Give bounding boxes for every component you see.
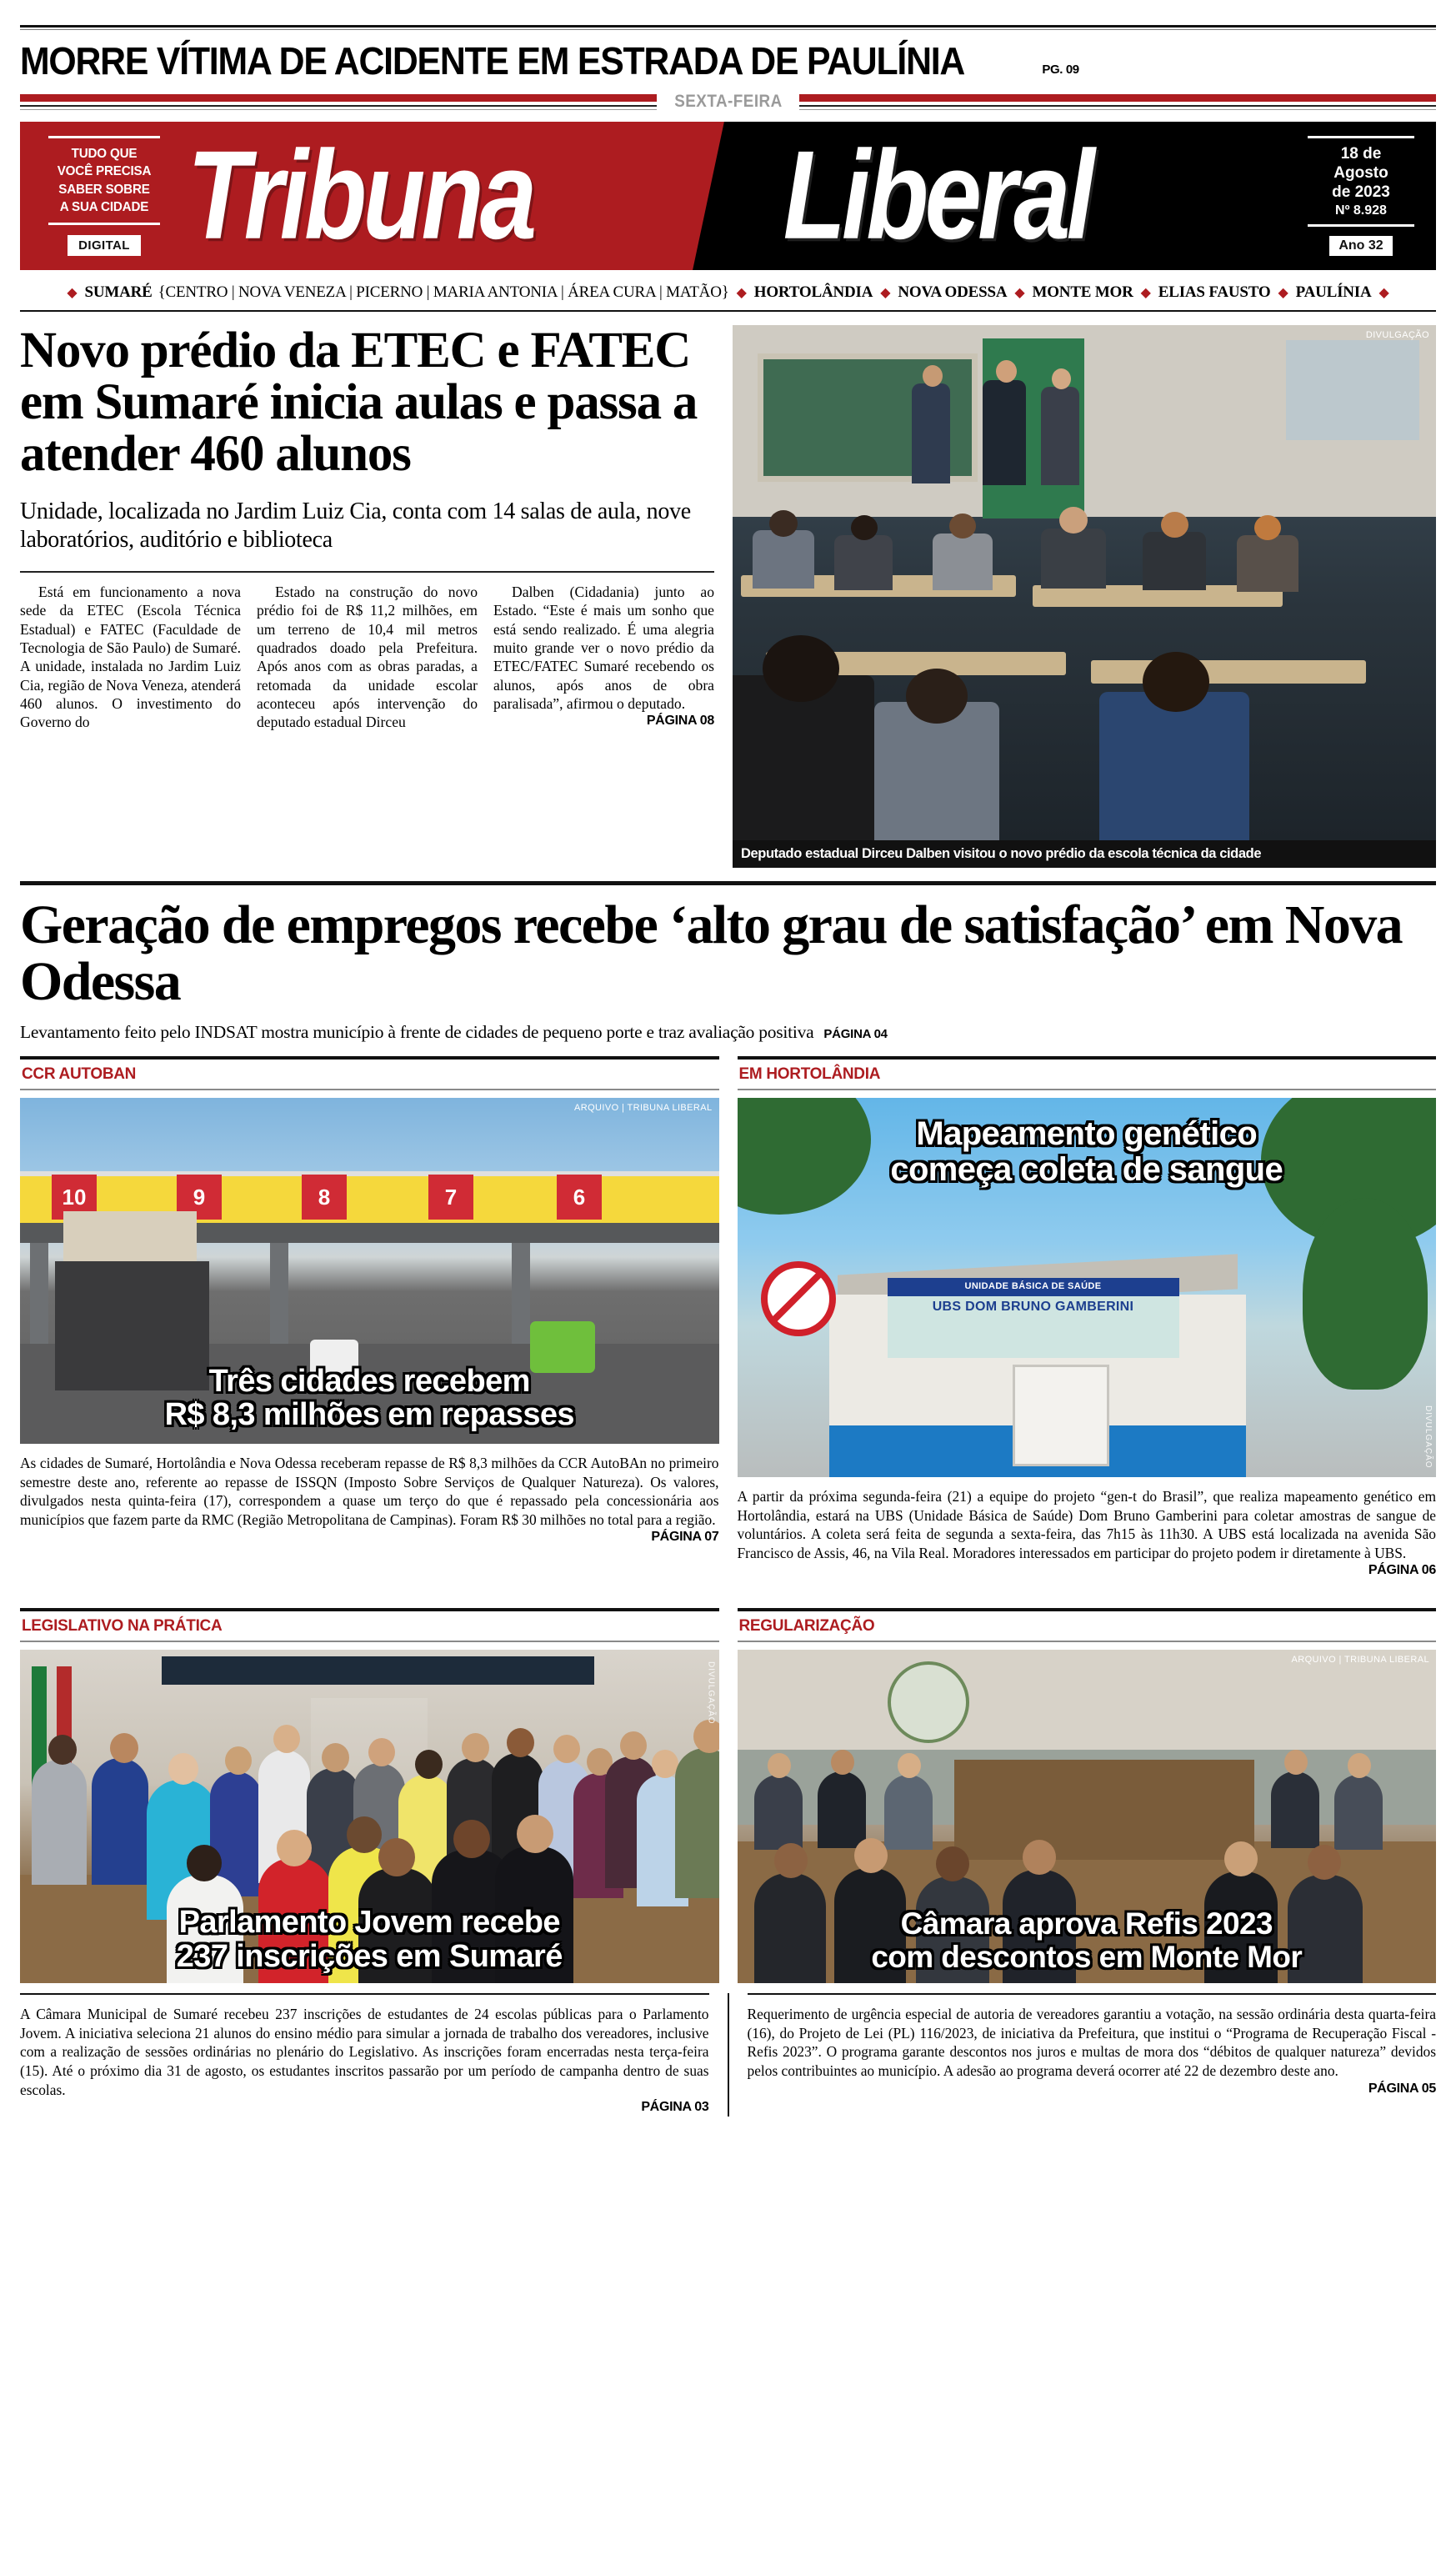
lead-subhead: Unidade, localizada no Jardim Luiz Cia, conta com 14 salas de aula, nove laboratórios, auditório e biblioteca <box>20 498 691 553</box>
module-page-ref-legislativo[interactable]: PÁGINA 03 <box>641 2100 709 2115</box>
module-overlay-regularizacao <box>738 1907 1437 1973</box>
city-nav-detail-sumare: {CENTRO | NOVA VENEZA | PICERNO | MARIA ANTONIA | ÁREA CURA | MATÃO} <box>158 283 729 301</box>
city-nav-item-hortolandia[interactable]: HORTOLÂNDIA <box>753 283 873 301</box>
ubs-sign <box>888 1278 1179 1358</box>
module-regularizacao <box>738 1595 1437 1983</box>
lead-column-1 <box>20 583 241 732</box>
issue-date-line-2: Agosto <box>1333 163 1388 182</box>
masthead <box>20 122 1436 270</box>
city-nav-rule <box>20 310 1436 312</box>
diamond-icon-0: ◆ <box>67 286 78 300</box>
top-banner <box>20 25 1436 112</box>
module-kicker-legislativo: LEGISLATIVO NA PRÁTICA <box>22 1617 223 1636</box>
module-overlay-hort-line2: começa coleta de sangue <box>890 1150 1283 1188</box>
masthead-black-panel <box>730 122 1436 270</box>
masthead-slogan <box>42 136 167 255</box>
module-legislativo <box>20 1595 719 1983</box>
weekday-bars-left <box>20 94 657 110</box>
diamond-icon-1: ◆ <box>736 286 747 300</box>
module-body-text-ccr: As cidades de Sumaré, Hortolândia e Nova Odessa receberam repasse de R$ 8,3 milhões da CCR AutoBAn no primeiro semestre deste ano, referente ao repasse de ISSQN (Imposto Sobre Serviços de Qualquer Natureza). Os valores, divulgados nesta quinta-feira (17), correspondem a quase um terço do que é repassado pela concessionária aos municípios que fazem parte da RMC (Região Metropolitana de Campinas). Foram R$ 30 milhões no total para a região. <box>20 1454 719 1528</box>
lead-photo-credit: DIVULGAÇÃO <box>1365 330 1429 340</box>
module-kicker-hortolandia: EM HORTOLÂNDIA <box>738 1065 881 1083</box>
no-stopping-sign-icon <box>761 1261 836 1336</box>
lead-photo-block <box>733 325 1436 868</box>
module-overlay-hortolandia <box>738 1116 1437 1188</box>
lead-headline[interactable]: Novo prédio da ETEC e FATEC em Sumaré inicia aulas e passa a atender 460 alunos <box>20 323 698 483</box>
city-nav-item-elias-fausto[interactable]: ELIAS FAUSTO <box>1158 283 1271 301</box>
top-teaser-page-ref: PG. 09 <box>1042 63 1079 77</box>
second-story-rule <box>20 881 1436 885</box>
module-photo-credit-legislativo: DIVULGAÇÃO <box>706 1661 716 1725</box>
module-kicker-ccr: CCR AUTOBAN <box>22 1065 137 1083</box>
module-overlay-reg-line2: com descontos em Monte Mor <box>871 1939 1303 1974</box>
module-photo-credit-regularizacao: ARQUIVO | TRIBUNA LIBERAL <box>1291 1655 1429 1666</box>
lead-body-columns <box>20 583 714 732</box>
module-overlay-leg-line1: Parlamento Jovem recebe <box>178 1904 560 1940</box>
city-nav-item-monte-mor[interactable]: MONTE MOR <box>1032 283 1133 301</box>
top-rule-thick <box>20 25 1436 28</box>
module-photo-credit-ccr: ARQUIVO | TRIBUNA LIBERAL <box>574 1102 713 1113</box>
toll-lane-10: 10 <box>52 1175 97 1220</box>
module-photo-credit-hortolandia: DIVULGAÇÃO <box>1423 1405 1433 1469</box>
module-overlay-leg-line2: 237 inscrições em Sumaré <box>176 1938 563 1974</box>
masthead-wordmark-liberal[interactable]: Liberal <box>783 125 1091 266</box>
issue-date-line-1: 18 de <box>1340 144 1382 163</box>
module-body-text-legislativo: A Câmara Municipal de Sumaré recebeu 237 inscrições de estudantes de 24 escolas públicas para o Parlamento Jovem. A iniciativa seleciona 21 alunos do ensino médio para simular a jornada de trabalho dos vereadores, inclusive com a realização de sessões ordinárias no plenário do Legislativo. As inscrições foram encerradas nesta terça-feira (15). Até o próximo dia 31 de agosto, os estudantes inscritos passarão por um período de campanha dentro de suas escolas. <box>20 2006 709 2098</box>
lead-photo-caption: Deputado estadual Dirceu Dalben visitou o novo prédio da escola técnica da cidade <box>733 840 1436 868</box>
diamond-icon-3: ◆ <box>1014 286 1025 300</box>
module-ccr-autoban <box>20 1043 719 1580</box>
lead-story <box>20 325 1436 868</box>
toll-lane-9: 9 <box>177 1175 222 1220</box>
masthead-wordmark-tribuna[interactable]: Tribuna <box>187 125 533 266</box>
digital-badge: DIGITAL <box>68 235 141 256</box>
lead-column-2 <box>257 583 478 732</box>
module-overlay-legislativo <box>20 1906 719 1973</box>
slogan-line-3: SABER SOBRE <box>58 182 150 197</box>
city-nav <box>20 283 1436 302</box>
second-subhead: Levantamento feito pelo INDSAT mostra município à frente de cidades de pequeno porte e traz avaliação positiva <box>20 1021 814 1042</box>
city-nav-item-sumare[interactable]: SUMARÉ <box>84 283 153 301</box>
masthead-red-panel <box>20 122 730 270</box>
toll-lane-6: 6 <box>557 1175 602 1220</box>
module-body-regularizacao <box>748 1993 1437 2117</box>
lead-photo-classroom <box>733 325 1436 840</box>
second-page-ref[interactable]: PÁGINA 04 <box>823 1026 888 1041</box>
bottom-column-divider <box>728 1993 729 2117</box>
second-story <box>20 894 1436 1043</box>
window-shape <box>1286 340 1419 440</box>
second-headline[interactable]: Geração de empregos recebe ‘alto grau de satisfação’ em Nova Odessa <box>20 894 1403 1012</box>
lead-col1-text: Está em funcionamento a nova sede da ETEC (Escola Técnica Estadual) e FATEC (Faculdade de Tecnologia de São Paulo) de Sumaré. A unidade, instalada no Jardim Luiz Cia, região de Nova Veneza, atenderá 460 alunos. O investimento do Governo do <box>20 583 241 731</box>
slogan-line-1: TUDO QUE <box>71 147 138 162</box>
diamond-icon-4: ◆ <box>1140 286 1151 300</box>
city-nav-item-nova-odessa[interactable]: NOVA ODESSA <box>898 283 1008 301</box>
issue-info <box>1308 136 1414 257</box>
diamond-icon-5: ◆ <box>1278 286 1288 300</box>
diamond-icon-6: ◆ <box>1378 286 1389 300</box>
module-page-ref-ccr[interactable]: PÁGINA 07 <box>651 1530 719 1545</box>
lead-col3-text: Dalben (Cidadania) junto ao Estado. “Este é mais um sonho que está sendo realizado. É uma alegria muito grande ver o novo prédio da ETEC/FATEC Sumaré recebendo os alunos, após anos de obra paralisada”, afirmou o deputado. <box>493 583 714 713</box>
module-overlay-ccr-line2: R$ 8,3 milhões em repasses <box>164 1397 574 1433</box>
module-kicker-regularizacao: REGULARIZAÇÃO <box>738 1617 875 1636</box>
module-page-ref-regularizacao[interactable]: PÁGINA 05 <box>1368 2081 1436 2096</box>
module-row-2-text <box>20 1993 1436 2117</box>
module-body-hortolandia <box>737 1487 1437 1578</box>
toll-lane-8: 8 <box>302 1175 347 1220</box>
module-photo-ubs <box>738 1098 1437 1477</box>
slogan-line-2: VOCÊ PRECISA <box>57 164 152 179</box>
module-body-text-regularizacao: Requerimento de urgência especial de autoria de vereadores garantiu a votação, na sessão ordinária desta quarta-feira (16), do Projeto de Lei (PL) 116/2023, de iniciativa da Prefeitura, que institui o “Programa de Recuperação Fiscal - Refis 2023”. O programa garante descontos nos juros e multas de mora dos “débitos de qualquer natureza” devidos pelos contribuintes ao município. A adesão ao programa deverá ocorrer até 22 de dezembro deste ano. <box>747 2006 1436 2080</box>
weekday-strip <box>20 92 1436 112</box>
diamond-icon-2: ◆ <box>880 286 891 300</box>
lead-col2-text: Estado na construção do novo prédio foi de R$ 11,2 milhões, em um terreno de 10,4 mil metros quadrados doado pela Prefeitura. Após anos com as obras paradas, a retomada da unidade escolar aconteceu após intervenção do deputado estadual Dirceu <box>257 583 478 731</box>
top-teaser-headline[interactable]: MORRE VÍTIMA DE ACIDENTE EM ESTRADA DE PAULÍNIA <box>20 39 965 83</box>
weekday-label: SEXTA-FEIRA <box>673 92 783 111</box>
module-overlay-ccr <box>20 1365 719 1432</box>
module-photo-council <box>20 1650 719 1983</box>
city-nav-item-paulinia[interactable]: PAULÍNIA <box>1295 283 1372 301</box>
module-row-2 <box>20 1595 1436 1983</box>
module-photo-chamber <box>738 1650 1437 1983</box>
toll-lane-7: 7 <box>428 1175 473 1220</box>
newspaper-front-page <box>0 25 1456 2575</box>
weekday-bars-right <box>799 94 1436 110</box>
ubs-sign-top-text: UNIDADE BÁSICA DE SAÚDE <box>964 1280 1102 1291</box>
lead-page-ref[interactable]: PÁGINA 08 <box>646 714 714 729</box>
module-overlay-ccr-line1: Três cidades recebem <box>208 1363 530 1399</box>
lead-column-3 <box>493 583 714 732</box>
module-overlay-reg-line1: Câmara aprova Refis 2023 <box>900 1906 1273 1941</box>
module-page-ref-hortolandia[interactable]: PÁGINA 06 <box>1368 1563 1436 1578</box>
module-body-legislativo <box>20 1993 709 2117</box>
ubs-sign-main-text: UBS DOM BRUNO GAMBERINI <box>932 1299 1134 1314</box>
issue-number: Nº 8.928 <box>1335 203 1387 218</box>
module-hortolandia <box>738 1043 1437 1580</box>
issue-year-badge: Ano 32 <box>1329 236 1392 256</box>
module-body-ccr <box>20 1454 719 1545</box>
lead-rule <box>20 571 714 573</box>
slogan-line-4: A SUA CIDADE <box>59 199 149 214</box>
issue-date-line-3: de 2023 <box>1332 183 1390 202</box>
top-rule-thin <box>20 29 1436 30</box>
module-photo-toll-plaza <box>20 1098 719 1444</box>
module-body-text-hortolandia: A partir da próxima segunda-feira (21) a equipe do projeto “gen-t do Brasil”, que realiza mapeamento genético em Hortolândia, estará na UBS (Unidade Básica de Saúde) Dom Bruno Gamberini para coletar amostras de sangue de voluntários. A coleta será feita de segunda a sexta-feira, das 7h15 às 11h30. A UBS está localizada na avenida São Francisco de Assis, 46, na Vila Real. Moradores interessados em participar do projeto podem ir diretamente à UBS. <box>737 1487 1436 1561</box>
module-overlay-hort-line1: Mapeamento genético <box>916 1115 1258 1152</box>
module-row-1 <box>20 1043 1436 1580</box>
